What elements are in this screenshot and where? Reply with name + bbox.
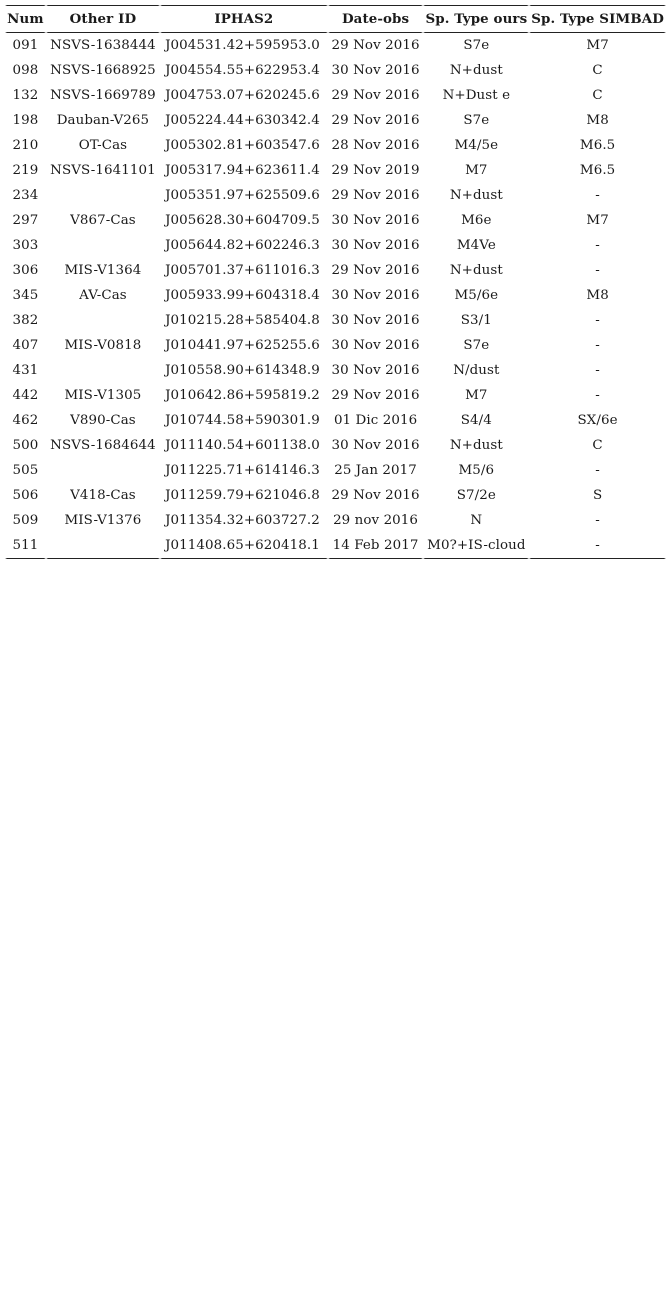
cell-sp-type-ours: N (423, 508, 529, 533)
table-row (5, 283, 666, 308)
cell-date-obs: 30 Nov 2016 (328, 208, 424, 233)
cell-sp-type-simbad: C (529, 58, 666, 83)
table-row (5, 33, 666, 58)
cell-sp-type-simbad: M6.5 (529, 158, 666, 183)
header-other-id: Other ID (46, 5, 160, 33)
cell-date-obs: 29 Nov 2016 (328, 33, 424, 58)
header-iphas2: IPHAS2 (160, 5, 328, 33)
cell-num: 505 (5, 458, 46, 483)
cell-sp-type-simbad: - (529, 458, 666, 483)
cell-num: 303 (5, 233, 46, 258)
table-row (5, 458, 666, 483)
cell-date-obs: 28 Nov 2016 (328, 133, 424, 158)
cell-sp-type-simbad: SX/6e (529, 408, 666, 433)
cell-iphas2: J005933.99+604318.4 (160, 283, 328, 308)
cell-sp-type-ours: N+dust (423, 433, 529, 458)
cell-date-obs: 30 Nov 2016 (328, 58, 424, 83)
cell-other-id: V890-Cas (46, 408, 160, 433)
cell-iphas2: J005351.97+625509.6 (160, 183, 328, 208)
cell-date-obs: 29 Nov 2016 (328, 183, 424, 208)
cell-other-id: NSVS-1684644 (46, 433, 160, 458)
cell-sp-type-simbad: - (529, 258, 666, 283)
cell-num: 306 (5, 258, 46, 283)
cell-other-id: AV-Cas (46, 283, 160, 308)
header-date-obs: Date-obs (328, 5, 424, 33)
cell-iphas2: J005644.82+602246.3 (160, 233, 328, 258)
cell-iphas2: J010215.28+585404.8 (160, 308, 328, 333)
table-row (5, 408, 666, 433)
cell-num: 462 (5, 408, 46, 433)
cell-num: 382 (5, 308, 46, 333)
cell-num: 500 (5, 433, 46, 458)
cell-date-obs: 29 Nov 2016 (328, 383, 424, 408)
cell-iphas2: J011140.54+601138.0 (160, 433, 328, 458)
cell-date-obs: 29 Nov 2019 (328, 158, 424, 183)
cell-date-obs: 29 Nov 2016 (328, 483, 424, 508)
cell-num: 234 (5, 183, 46, 208)
cell-other-id: OT-Cas (46, 133, 160, 158)
cell-other-id: MIS-V0818 (46, 333, 160, 358)
cell-iphas2: J005628.30+604709.5 (160, 208, 328, 233)
cell-date-obs: 30 Nov 2016 (328, 308, 424, 333)
cell-iphas2: J005302.81+603547.6 (160, 133, 328, 158)
table-row (5, 483, 666, 508)
cell-sp-type-ours: S4/4 (423, 408, 529, 433)
cell-other-id: MIS-V1305 (46, 383, 160, 408)
table-row (5, 358, 666, 383)
cell-sp-type-ours: N/dust (423, 358, 529, 383)
cell-date-obs: 30 Nov 2016 (328, 233, 424, 258)
cell-sp-type-simbad: S (529, 483, 666, 508)
cell-iphas2: J005701.37+611016.3 (160, 258, 328, 283)
cell-other-id: NSVS-1638444 (46, 33, 160, 58)
table-row (5, 108, 666, 133)
table-row (5, 258, 666, 283)
cell-iphas2: J010642.86+595819.2 (160, 383, 328, 408)
cell-sp-type-ours: S7e (423, 333, 529, 358)
cell-num: 132 (5, 83, 46, 108)
cell-date-obs: 30 Nov 2016 (328, 433, 424, 458)
header-num: Num (5, 5, 46, 33)
cell-sp-type-ours: N+Dust e (423, 83, 529, 108)
cell-sp-type-simbad: - (529, 508, 666, 533)
cell-sp-type-ours: M5/6e (423, 283, 529, 308)
cell-date-obs: 29 Nov 2016 (328, 108, 424, 133)
cell-other-id: V867-Cas (46, 208, 160, 233)
cell-sp-type-ours: N+dust (423, 183, 529, 208)
cell-other-id: NSVS-1668925 (46, 58, 160, 83)
cell-num: 345 (5, 283, 46, 308)
cell-other-id: MIS-V1364 (46, 258, 160, 283)
cell-sp-type-simbad: M6.5 (529, 133, 666, 158)
header-row (5, 5, 666, 33)
table-row (5, 533, 666, 559)
cell-sp-type-simbad: C (529, 83, 666, 108)
cell-sp-type-simbad: - (529, 183, 666, 208)
table-row (5, 208, 666, 233)
cell-sp-type-simbad: - (529, 533, 666, 559)
cell-sp-type-ours: S7e (423, 33, 529, 58)
cell-iphas2: J004554.55+622953.4 (160, 58, 328, 83)
cell-sp-type-ours: S7e (423, 108, 529, 133)
cell-iphas2: J011259.79+621046.8 (160, 483, 328, 508)
table-header (5, 5, 666, 33)
cell-other-id (46, 458, 160, 483)
cell-date-obs: 29 Nov 2016 (328, 258, 424, 283)
cell-sp-type-ours: M5/6 (423, 458, 529, 483)
cell-sp-type-ours: M6e (423, 208, 529, 233)
table-row (5, 158, 666, 183)
cell-iphas2: J011354.32+603727.2 (160, 508, 328, 533)
cell-num: 219 (5, 158, 46, 183)
cell-sp-type-ours: M0?+IS-cloud (423, 533, 529, 559)
cell-iphas2: J010558.90+614348.9 (160, 358, 328, 383)
cell-date-obs: 29 nov 2016 (328, 508, 424, 533)
cell-sp-type-ours: M4Ve (423, 233, 529, 258)
cell-sp-type-simbad: M8 (529, 283, 666, 308)
cell-other-id (46, 533, 160, 559)
cell-other-id: V418-Cas (46, 483, 160, 508)
cell-iphas2: J011225.71+614146.3 (160, 458, 328, 483)
cell-date-obs: 25 Jan 2017 (328, 458, 424, 483)
table-row (5, 58, 666, 83)
cell-other-id: NSVS-1669789 (46, 83, 160, 108)
cell-other-id (46, 233, 160, 258)
cell-sp-type-ours: M4/5e (423, 133, 529, 158)
cell-other-id: NSVS-1641101 (46, 158, 160, 183)
cell-sp-type-ours: N+dust (423, 258, 529, 283)
cell-sp-type-ours: S7/2e (423, 483, 529, 508)
header-sp-type-ours: Sp. Type ours (423, 5, 529, 33)
cell-iphas2: J005317.94+623611.4 (160, 158, 328, 183)
cell-date-obs: 14 Feb 2017 (328, 533, 424, 559)
cell-iphas2: J004531.42+595953.0 (160, 33, 328, 58)
cell-sp-type-ours: S3/1 (423, 308, 529, 333)
table-row (5, 308, 666, 333)
cell-sp-type-simbad: - (529, 383, 666, 408)
cell-num: 506 (5, 483, 46, 508)
cell-other-id: Dauban-V265 (46, 108, 160, 133)
cell-sp-type-ours: M7 (423, 383, 529, 408)
cell-other-id (46, 308, 160, 333)
table-row (5, 508, 666, 533)
cell-sp-type-ours: M7 (423, 158, 529, 183)
cell-iphas2: J010441.97+625255.6 (160, 333, 328, 358)
cell-num: 442 (5, 383, 46, 408)
cell-iphas2: J005224.44+630342.4 (160, 108, 328, 133)
spectral-type-table (5, 5, 666, 559)
table-row (5, 433, 666, 458)
cell-num: 407 (5, 333, 46, 358)
cell-date-obs: 30 Nov 2016 (328, 333, 424, 358)
table-row (5, 383, 666, 408)
cell-num: 431 (5, 358, 46, 383)
cell-sp-type-simbad: M8 (529, 108, 666, 133)
cell-iphas2: J010744.58+590301.9 (160, 408, 328, 433)
cell-num: 198 (5, 108, 46, 133)
cell-date-obs: 01 Dic 2016 (328, 408, 424, 433)
cell-num: 091 (5, 33, 46, 58)
cell-sp-type-simbad: M7 (529, 33, 666, 58)
cell-num: 509 (5, 508, 46, 533)
cell-sp-type-simbad: - (529, 308, 666, 333)
cell-sp-type-simbad: - (529, 358, 666, 383)
header-sp-type-simbad: Sp. Type SIMBAD (529, 5, 666, 33)
cell-sp-type-simbad: - (529, 233, 666, 258)
cell-iphas2: J011408.65+620418.1 (160, 533, 328, 559)
table-row (5, 133, 666, 158)
cell-date-obs: 29 Nov 2016 (328, 83, 424, 108)
cell-num: 511 (5, 533, 46, 559)
cell-date-obs: 30 Nov 2016 (328, 358, 424, 383)
cell-num: 210 (5, 133, 46, 158)
cell-num: 297 (5, 208, 46, 233)
table-row (5, 83, 666, 108)
cell-date-obs: 30 Nov 2016 (328, 283, 424, 308)
table-row (5, 183, 666, 208)
cell-other-id (46, 358, 160, 383)
cell-other-id: MIS-V1376 (46, 508, 160, 533)
cell-sp-type-simbad: M7 (529, 208, 666, 233)
cell-iphas2: J004753.07+620245.6 (160, 83, 328, 108)
cell-sp-type-ours: N+dust (423, 58, 529, 83)
cell-num: 098 (5, 58, 46, 83)
cell-sp-type-simbad: C (529, 433, 666, 458)
table-row (5, 233, 666, 258)
table-body (5, 33, 666, 559)
cell-sp-type-simbad: - (529, 333, 666, 358)
table-row (5, 333, 666, 358)
cell-other-id (46, 183, 160, 208)
